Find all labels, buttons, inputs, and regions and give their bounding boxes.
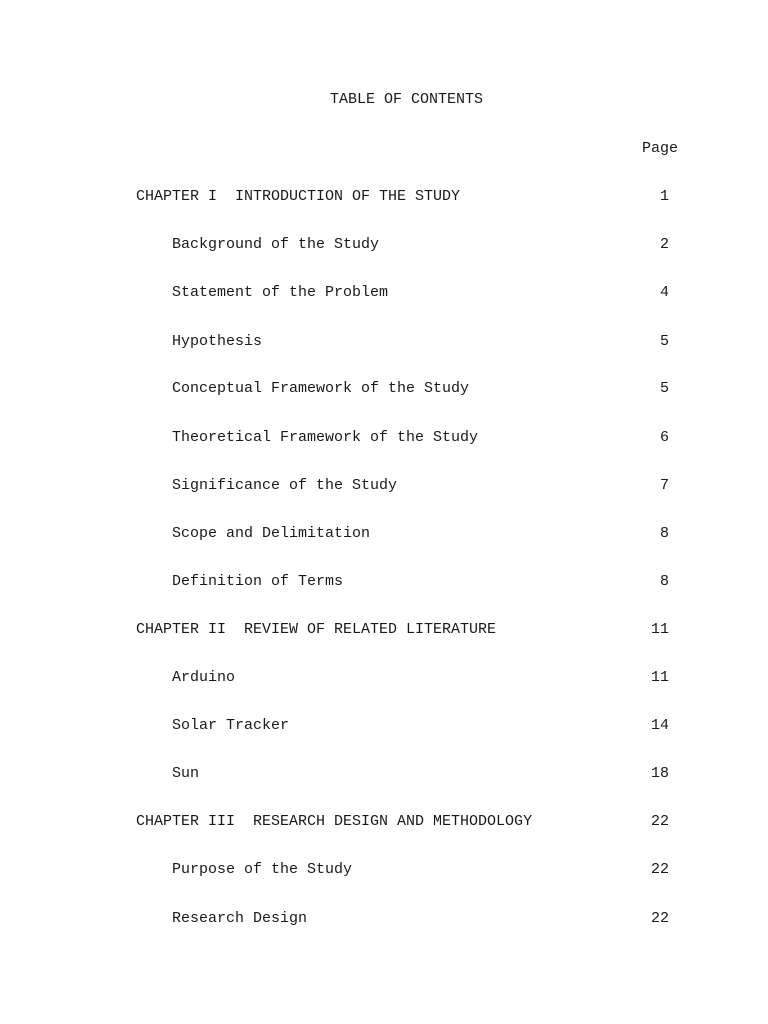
toc-entry-page: 5 [659,333,669,350]
toc-entry-label: Arduino [172,669,236,686]
toc-entry-label: Conceptual Framework of the Study [172,380,470,397]
toc-entry-label: CHAPTER I INTRODUCTION OF THE STUDY [136,188,461,205]
toc-title: TABLE OF CONTENTS [329,91,484,108]
toc-entry-page: 4 [659,284,669,301]
toc-entry-label: CHAPTER II REVIEW OF RELATED LITERATURE [136,621,497,638]
toc-entry-page: 5 [659,380,669,397]
toc-entry-label: Hypothesis [172,333,263,350]
page-column-header: Page [642,140,679,157]
toc-entry-page: 11 [650,669,669,686]
toc-entry-label: Significance of the Study [172,477,398,494]
toc-entry-page: 22 [650,813,669,830]
toc-entry-page: 14 [650,717,669,734]
toc-entry-statement-of-problem [0,284,768,304]
toc-entry-arduino [0,669,768,689]
toc-entry-chapter-3 [0,813,768,833]
toc-entry-sun [0,765,768,785]
toc-entry-chapter-1 [0,188,768,208]
toc-entry-conceptual-framework [0,380,768,400]
toc-entry-page: 7 [659,477,669,494]
toc-entry-background [0,236,768,256]
toc-entry-page: 6 [659,429,669,446]
toc-entry-page: 18 [650,765,669,782]
toc-entry-page: 2 [659,236,669,253]
toc-entry-page: 8 [659,573,669,590]
toc-entry-page: 22 [650,910,669,927]
toc-entry-page: 8 [659,525,669,542]
toc-entry-label: Background of the Study [172,236,380,253]
toc-entry-label: CHAPTER III RESEARCH DESIGN AND METHODOLOGY [136,813,533,830]
toc-entry-research-design [0,910,768,930]
toc-entry-label: Research Design [172,910,308,927]
toc-entry-significance [0,477,768,497]
toc-entry-solar-tracker [0,717,768,737]
toc-entry-label: Solar Tracker [172,717,290,734]
toc-entry-definition-of-terms [0,573,768,593]
toc-entry-label: Scope and Delimitation [172,525,371,542]
toc-entry-label: Statement of the Problem [172,284,389,301]
toc-entry-purpose [0,861,768,881]
toc-entry-label: Purpose of the Study [172,861,353,878]
toc-entry-chapter-2 [0,621,768,641]
toc-entry-page: 22 [650,861,669,878]
toc-entry-label: Sun [172,765,200,782]
toc-entry-label: Theoretical Framework of the Study [172,429,479,446]
toc-entry-label: Definition of Terms [172,573,344,590]
toc-entry-hypothesis [0,333,768,353]
toc-entry-page: 1 [659,188,669,205]
toc-entry-scope [0,525,768,545]
toc-entry-page: 11 [650,621,669,638]
toc-entry-theoretical-framework [0,429,768,449]
